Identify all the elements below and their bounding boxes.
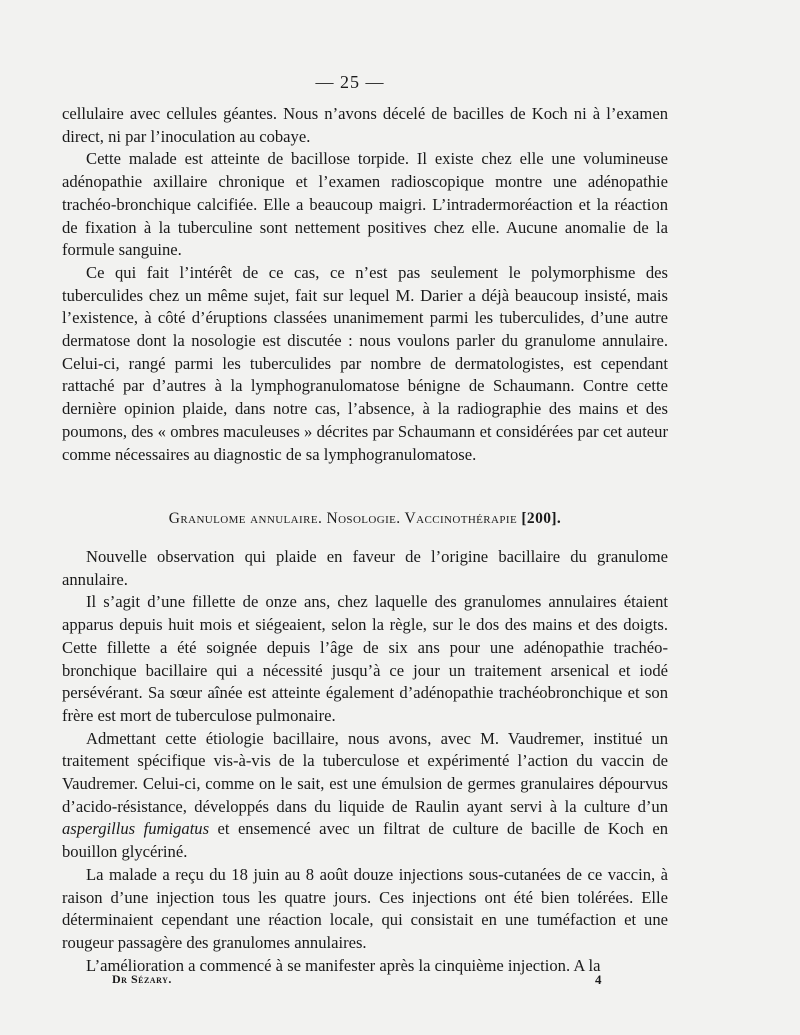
paragraph-injections: La malade a reçu du 18 juin au 8 août douze injections sous-cutanées de ce vaccin, à raison d’une injection tous les quatre jours. Ces injections ont été bien tolérées. Elle déterminaient cependant une réaction locale, qui consistait en une tuméfaction et une rougeur passagère des granulomes annulaires.: [62, 864, 668, 952]
footer-author: Dr Sézary.: [112, 972, 172, 986]
page-footer: [112, 972, 602, 987]
paragraph-case-interest: Ce qui fait l’intérêt de ce cas, ce n’est pas seulement le polymorphisme des tuberculides chez un même sujet, fait sur lequel M. Darier a déjà beaucoup insisté, mais l’existence, à côté d’éruptions classées unanimement parmi les tuberculides, d’une autre dermatose dont la nosologie est discutée : nous voulons parler du granulome annulaire. Celui-ci, rangé parmi les tuberculides par nombre de dermatologistes, est cependant rattaché par d’autres à la lymphogranulomatose bénigne de Schaumann. Contre cette dernière opinion plaide, dans notre cas, l’absence, à la radiographie des mains et des poumons, des « ombres maculeuses » décrites par Schaumann et considérées par cet auteur comme nécessaires au diagnostic de sa lymphogranulomatose.: [62, 262, 668, 464]
treatment-text-start: Admettant cette étiologie bacillaire, nous avons, avec M. Vaudremer, institué un traitement spécifique vis-à-vis de la tuberculose et expérimenté l’action du vaccin de Vaudremer. Celui-ci, comme on le sait, est une émulsion de germes granulaires dépourvus d’acido-résistance, développés dans du liquide de Raulin ayant servi à la culture d’un: [62, 728, 668, 816]
paragraph-continued: cellulaire avec cellules géantes. Nous n’avons décelé de bacilles de Koch ni à l’examen direct, ni par l’inoculation au cobaye.: [62, 104, 668, 146]
paragraph-improvement: L’amélioration a commencé à se manifester après la cinquième injection. A la: [86, 955, 601, 975]
section-heading-title: Granulome annulaire. Nosologie. Vaccinothérapie: [168, 510, 518, 527]
paragraph-case-description: Il s’agit d’une fillette de onze ans, chez laquelle des granulomes annulaires étaient apparus depuis huit mois et siégeaient, selon la règle, sur le dos des mains et des doigts. Cette fillette a été soignée depuis l’âge de six ans pour une adénopathie trachéo-bronchique bacillaire qui a nécessité jusqu’à ce jour un traitement arsenical et iodé persévérant. Sa sœur aînée est atteinte également d’adénopathie trachéobronchique et son frère est mort de tuberculose pulmonaire.: [62, 592, 668, 725]
top-text-block: [62, 103, 668, 466]
paragraph-treatment: [62, 728, 668, 864]
section-reference: [200].: [521, 510, 562, 527]
section-heading: [62, 510, 668, 528]
treatment-italic-term: aspergillus fumigatus: [62, 819, 210, 839]
paragraph-patient-condition: Cette malade est atteinte de bacillose torpide. Il existe chez elle une volumineuse adénopathie axillaire chronique et l’examen radioscopique montre une adénopathie trachéo-bronchique calcifiée. Elle a beaucoup maigri. L’intradermoréaction et la réaction de fixation à la tuberculine sont nettement positives chez elle. Aucune anomalie de la formule sanguine.: [62, 149, 668, 260]
page-number: — 25 —: [315, 72, 385, 92]
paragraph-new-observation: Nouvelle observation qui plaide en faveur de l’origine bacillaire du granulome annulaire.: [62, 547, 668, 589]
bottom-text-block: [62, 546, 668, 977]
treatment-text-end: et ensemencé avec un filtrat de culture de bacille de Koch en bouillon glycériné.: [62, 819, 668, 862]
footer-sheet-number: 4: [595, 972, 602, 987]
